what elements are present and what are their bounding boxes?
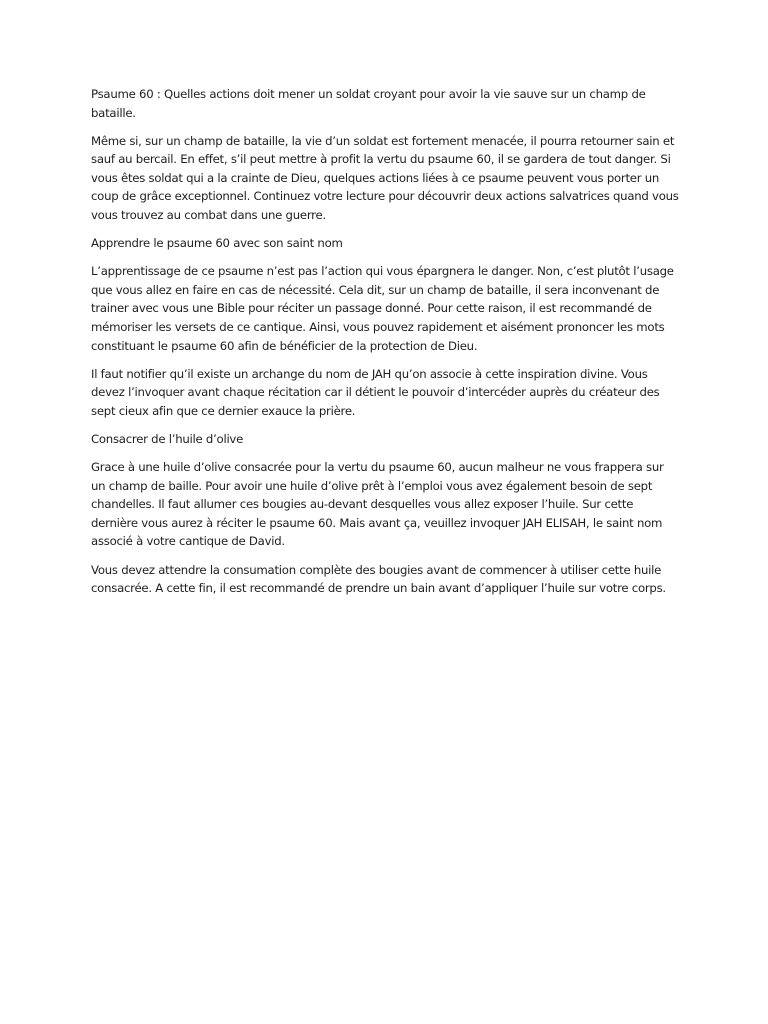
- section-heading-olive-oil: Consacrer de l’huile d’olive: [91, 432, 244, 446]
- document-page: [91, 85, 679, 607]
- paragraph-learn-psalm: L’apprentissage de ce psaume n’est pas l’action qui vous épargnera le danger. Non, c’est plutôt l’usage que vous allez en faire en cas de nécessité. Cela dit, sur un champ de bataille, il sera inconvenant de trainer avec vous une Bible pour réciter un passage donné. Pour cette raison, il est recommandé de mémoriser les versets de ce cantique. Ainsi, vous pouvez rapidement et aisément prononcer les mots constituant le psaume 60 afin de bénéficier de la protection de Dieu.: [91, 264, 674, 353]
- paragraph-archangel-jah: Il faut notifier qu’il existe un archange du nom de JAH qu’on associe à cette inspiration divine. Vous devez l’invoquer avant chaque récitation car il détient le pouvoir d’intercéder auprès du créateur des sept cieux afin que ce dernier exauce la prière.: [91, 366, 660, 418]
- paragraph-candles: Vous devez attendre la consumation complète des bougies avant de commencer à utiliser cette huile consacrée. A cette fin, il est recommandé de prendre un bain avant d’appliquer l’huile sur votre corps.: [91, 562, 666, 596]
- document-title: Psaume 60 : Quelles actions doit mener un soldat croyant pour avoir la vie sauve sur un champ de bataille.: [91, 87, 646, 120]
- paragraph-olive-oil: Grace à une huile d’olive consacrée pour la vertu du psaume 60, aucun malheur ne vous frappera sur un champ de baille. Pour avoir une huile d’olive prêt à l’emploi vous avez également besoin de sept chandelles. Il faut allumer ces bougies au-devant desquelles vous allez exposer l’huile. Sur cette dernière vous aurez à réciter le psaume 60. Mais avant ça, veuillez invoquer JAH ELISAH, le saint nom associé à votre cantique de David.: [91, 460, 664, 549]
- intro-paragraph: Même si, sur un champ de bataille, la vie d’un soldat est fortement menacée, il pourra retourner sain et sauf au bercail. En effet, s’il peut mettre à profit la vertu du psaume 60, il se gardera de tout danger. Si vous êtes soldat qui a la crainte de Dieu, quelques actions liées à ce psaume peuvent vous porter un coup de grâce exceptionnel. Continuez votre lecture pour découvrir deux actions salvatrices quand vous vous trouvez au combat dans une guerre.: [91, 133, 679, 223]
- section-heading-learn-psalm: Apprendre le psaume 60 avec son saint nom: [91, 236, 343, 251]
